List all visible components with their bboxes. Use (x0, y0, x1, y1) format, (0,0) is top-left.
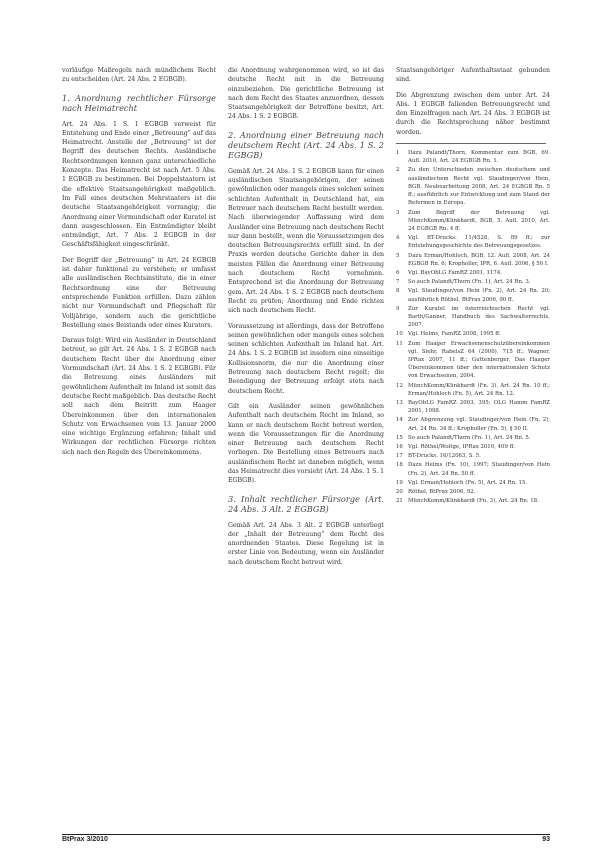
footnote (396, 461, 550, 477)
footnote-text: Dazu Palandt/Thorn, Kommentar zum BGB, 69. Aufl. 2010, Art. 24 EGBGB Rn. 1. (408, 150, 550, 165)
footnote-text: So auch Palandt/Thorn (Fn. 1), Art. 24 Rn. 3. (408, 279, 531, 286)
footnote-number: 20 (396, 489, 403, 495)
footnote-text: Dazu Erman/Hohloch, BGB, 12. Aufl. 2008, Art. 24 EGBGB Rn. 6; Kropholler, IPR, 6. Aufl. 2006, § 50 I. (408, 252, 550, 267)
footnote-number: 14 (396, 417, 403, 424)
col2-paragraph: die Anordnung wahrgenommen wird, so ist das deutsche Recht mit in die Betreuung einzubeziehen. Die gerichtliche Betreuung ist nach dem Recht des Staates anzuordnen, dessen Staatsangehörigkeit der Betroffene besitzt, Art. 24 Abs. 1 S. 2 EGBGB. (228, 67, 384, 121)
column-2 (228, 66, 384, 573)
col2-paragraph: Gemäß Art. 24 Abs. 1 S. 2 EGBGB kann für einen ausländischen Staatsangehörigen, der seinen gewöhnlichen oder mangels eines solchen seinen schlichten Aufenthalt in Deutschland hat, ein Betreuer nach deutschem Recht bestellt werden. Nach überwiegender Auffassung wird dem Ausländer eine Betreuung nach deutschem Recht nur dann bestellt, wenn die Voraussetzungen des deutschen Betreuungsrechts erfüllt sind. In der Praxis werden deutsche Gerichte daher in den meisten Fällen die Anordnung einer Betreuung nach deutschem Recht vornehmen. Entsprechend ist die Anordnung der Betreuung gem. Art. 24 Abs. 1 S. 2 EGBGB nach deutschem Recht zu prüfen; Anordnung und Ende richten sich nach deutschem Recht. (228, 167, 384, 315)
footnote-number: 2 (396, 167, 400, 174)
col2-paragraph: Gilt ein Ausländer seinen gewöhnlichen Aufenthalt nach deutschem Recht im Inland, so kann er nach deutschem Recht betreut werden, wenn die Voraussetzungen für die Anordnung einer Betreuung nach deutschem Recht vorliegen. Die Bestellung eines Betreuers nach ausländischem Recht ist daneben möglich, wenn das Heimatrecht dies vorsieht (Art. 24 Abs. 1 S. 1 EGBGB). (228, 402, 385, 485)
footnote-number: 19 (396, 479, 403, 486)
footnote (396, 278, 550, 286)
footnote (396, 479, 550, 487)
footnote (396, 287, 550, 303)
footnote-number: 9 (396, 305, 400, 312)
footnote-text: BayObLG FamRZ 2003, 395; OLG Hamm FamRZ 2001, 1098. (408, 399, 550, 415)
footnote (396, 434, 550, 442)
footnote-number: 4 (396, 235, 400, 242)
footnote (396, 488, 550, 496)
footnote-number: 3 (396, 209, 400, 216)
col3-paragraph: Die Abgrenzung zwischen dem unter Art. 24 Abs. 1 EGBGB fallenden Betreuungsrecht und den Einzelfragen nach Art. 24 Abs. 3 EGBGB ist durch die Rechtsprechung näher bestimmt worden. (396, 91, 550, 136)
footnote-text: Vgl. BayObLG FamRZ 2001, 1174. (408, 269, 502, 276)
footnote-text: MünchKomm/Klinkhardt (Fn. 3), Art. 24 Rn. 10 ff.; Erman/Hohloch (Fn. 5), Art. 24 Rn. 12. (408, 382, 550, 397)
footnote (396, 209, 550, 234)
footnote (396, 399, 550, 415)
footnote-text: Zu den Unterschieden zwischen deutschem und ausländischem Recht vgl. Staudinger/von Hein, BGB, Neubearbeitung 2008, Art. 24 EGBGB Rn. 5 ff.; ausführlich zur Entwicklung und zum Stand der Reformen in Europa. (408, 167, 550, 207)
footnote-text: Zur Kuratel im österreichischen Recht vgl. Barth/Ganner, Handbuch des Sachwalterrechts, 2007. (408, 305, 550, 329)
footnote-number: 7 (396, 279, 400, 286)
footnote-number: 17 (396, 453, 403, 460)
col1-heading: 1. Anordnung rechtlicher Fürsorge nach Heimatrecht (62, 92, 216, 113)
footnote-number: 8 (396, 288, 400, 295)
footnote (396, 269, 550, 277)
footnote (396, 166, 550, 207)
footnote (396, 305, 550, 330)
journal-issue: BtPrax 3/2010 (62, 836, 108, 843)
footnote-text: Zur Abgrenzung vgl. Staudinger/von Hein (Fn. 2), Art. 24 Rn. 34 ff.; Kropholler (Fn. 5), § 50 II. (408, 417, 550, 432)
footnote-number: 15 (396, 434, 403, 441)
footnote (396, 382, 550, 398)
footnote-number: 1 (396, 150, 400, 157)
footnote (396, 452, 550, 460)
footnote-text: Vgl. Staudinger/von Hein (Fn. 2), Art. 24 Rn. 20; ausführlich Röthel, BtPrax 2006, 90 ff. (408, 288, 550, 303)
footnote-number: 12 (396, 382, 403, 389)
col1-paragraph: Der Begriff der „Betreuung“ in Art. 24 EGBGB ist daher funktional zu verstehen; er umfasst alle ausländischen Rechtsinstitute, die in einer Rechtsordnung eine der Betreuung entsprechende Funktion erfüllen. Dazu zählen nicht nur Vormundschaft und Pflegschaft für Volljährige, sondern auch die gerichtliche Bestellung eines Beistands oder eines Kurators. (62, 256, 216, 329)
footnote (396, 340, 550, 381)
footnote (396, 234, 550, 250)
footnote-number: 10 (396, 331, 403, 338)
col1-paragraph: Art. 24 Abs. 1 S. 1 EGBGB verweist für Entstehung und Ende einer „Betreuung“ auf das Heimatrecht. Anstelle der „Betreuung“ ist der Begriff des deutschen Rechts. Ausländische Rechtsordnungen kennen ganz unterschiedliche Konzepte. Das Heimatrecht ist nach Art. 5 Abs. 1 EGBGB zu bestimmen. Bei Doppelstaatern ist die effektive Staatsangehörigkeit maßgeblich. Im Fall eines deutschen Mehrstaaters ist die deutsche Staatsangehörigkeit vorrangig; die Anordnung einer Vormundschaft oder Kuratel ist dann ausgeschlossen. Ein Entmündigter bleibt entmündigt, Art. 7 Abs. 2 EGBGB in der Geschäftsfähigkeit eingeschränkt. (62, 120, 216, 249)
col2-heading-2: 3. Inhalt rechtlicher Fürsorge (Art. 24 Abs. 3 Alt. 2 EGBGB) (228, 493, 384, 514)
footnote (396, 252, 550, 268)
col3-paragraph: Staatsangehöriger Aufenthaltsstaat gebunden sind. (396, 67, 550, 84)
footnote-number: 11 (396, 340, 403, 347)
col2-paragraph: Gemäß Art. 24 Abs. 3 Alt. 2 EGBGB unterliegt der „Inhalt der Betreuung“ dem Recht des anordnenden Staates. Diese Regelung ist in erster Linie von Bedeutung, wenn ein Ausländer nach deutschem Recht betreut wird. (228, 521, 384, 566)
footnote-text: Röthel, BtPrax 2006, 92. (408, 489, 476, 495)
footnote (396, 149, 550, 165)
col1-paragraph: Daraus folgt: Wird ein Ausländer in Deutschland betreut, so gilt Art. 24 Abs. 1 S. 2 EGBGB nach deutschem Recht über die Anordnung einer Vormundschaft (Art. 24 Abs. 1 S. 2 EGBGB). Für die Betreuung eines Ausländers mit gewöhnlichem Aufenthalt im Inland ist somit das deutsche Recht maßgeblich. Das deutsche Recht soll nach dem Beitritt zum Haager Übereinkommen über den internationalen Schutz von Erwachsenen vom 13. Januar 2000 eine wichtige Ergänzung erfahren; Inhalt und Wirkungen der rechtlichen Fürsorge richten sich nach den Regeln des Übereinkommens. (62, 337, 216, 456)
footnote-text: Dazu Helms (Fn. 10), 1997; Staudinger/von Hein (Fn. 2), Art. 24 Rn. 50 ff. (408, 462, 550, 477)
page-number: 93 (542, 836, 550, 843)
footnote-text: Zum Haager Erwachsenenschutzübereinkommen vgl. Siehr, RabelsZ 64 (2000), 715 ff.; Wagner, IPRax 2007, 11 ff.; Guttenberger, Das Haager Übereinkommen über den internationalen Schutz von Erwachsenen, 2004. (408, 340, 550, 380)
footnote-text: So auch Palandt/Thorn (Fn. 1), Art. 24 Rn. 5. (408, 434, 531, 441)
footnote-text: Vgl. Erman/Hohloch (Fn. 5), Art. 24 Rn. 15. (408, 479, 528, 486)
footnote (396, 443, 550, 451)
footnote-number: 21 (396, 498, 403, 505)
footnote-number: 18 (396, 462, 403, 469)
col2-heading: 2. Anordnung einer Betreuung nach deutschem Recht (Art. 24 Abs. 1 S. 2 EGBGB) (228, 129, 384, 160)
footnote-text: BT-Drucks. 16/12063, S. 5. (408, 453, 481, 460)
footnotes (396, 149, 550, 505)
footnote-number: 5 (396, 252, 400, 259)
footnote (396, 330, 550, 338)
footnote-rule (396, 143, 546, 144)
footnote-number: 6 (396, 269, 400, 276)
column-3 (396, 66, 550, 506)
footnote-text: Vgl. BT-Drucks. 11/4528, S. 89 ff.; zur Entstehungsgeschichte des Betreuungsgesetzes. (408, 235, 550, 250)
footnote (396, 497, 550, 505)
col1-intro: vorläufige Maßregeln nach mündlichem Recht zu entscheiden (Art. 24 Abs. 2 EGBGB). (62, 67, 216, 84)
footnote-text: Vgl. Helms, FamRZ 2008, 1995 ff. (408, 331, 501, 338)
col2-paragraph: Voraussetzung ist allerdings, dass der Betroffene seinen gewöhnlichen oder mangels eines solchen seinen schlichten Aufenthalt im Inland hat. Art. 24 Abs. 1 S. 2 EGBGB ist insofern eine einseitige Kollisionsnorm, die nur die Anordnung einer Betreuung nach deutschem Recht regelt; die Beendigung der Betreuung erfolgt stets nach deutschem Recht. (228, 322, 384, 395)
footnote-text: Zum Begriff der Betreuung vgl. MünchKomm/Klinkhardt, BGB, 5. Aufl. 2010, Art. 24 EGBGB Rn. 4 ff. (408, 209, 550, 232)
footnote-number: 13 (396, 399, 403, 406)
column-1 (62, 66, 216, 463)
footnote-number: 16 (396, 443, 403, 450)
footer-rule (62, 834, 550, 835)
footnote (396, 416, 550, 432)
footnote-text: MünchKomm/Klinkhardt (Fn. 3), Art. 24 Rn. 18. (408, 498, 539, 505)
footnote-text: Vgl. Röthel/Woitge, IPRax 2010, 409 ff. (408, 443, 515, 450)
